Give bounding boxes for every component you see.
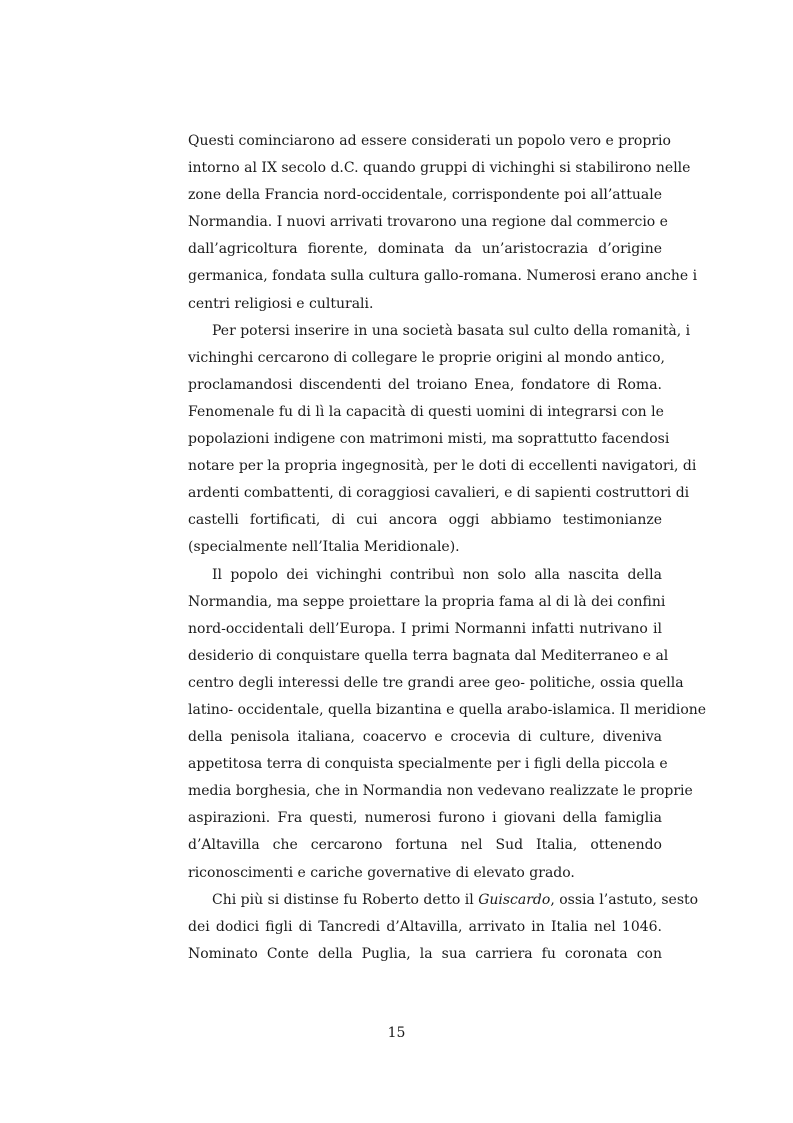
text-line: Per potersi inserire in una società basata sul culto della romanità, i <box>212 322 691 339</box>
text-line: proclamandosi discendenti del troiano Enea, fondatore di Roma. <box>188 376 662 393</box>
text-line: (specialmente nell’Italia Meridionale). <box>188 539 460 556</box>
text-line: Normandia, ma seppe proiettare la propria fama al di là dei confini <box>188 593 666 610</box>
paragraph-3 <box>188 562 707 887</box>
text-line: popolazioni indigene con matrimoni misti, ma soprattutto facendosi <box>188 431 670 448</box>
text-line: Fenomenale fu di lì la capacità di questi uomini di integrarsi con le <box>188 403 664 420</box>
text-line: Questi cominciarono ad essere considerati un popolo vero e proprio <box>188 133 671 149</box>
text-run: Chi più si distinse fu Roberto detto il <box>212 891 479 908</box>
text-line: Normandia. I nuovi arrivati trovarono una regione dal commercio e <box>188 214 668 231</box>
text-line: latino- occidentale, quella bizantina e quella arabo-islamica. Il meridione <box>188 701 707 718</box>
paragraph-4 <box>188 887 699 968</box>
text-line: dall’agricoltura fiorente, dominata da un’aristocrazia d’origine <box>188 241 662 258</box>
text-line: vichinghi cercarono di collegare le proprie origini al mondo antico, <box>188 349 665 366</box>
body-text <box>188 128 707 968</box>
text-line: intorno al IX secolo d.C. quando gruppi di vichinghi si stabilirono nelle <box>188 160 691 177</box>
text-line: d’Altavilla che cercarono fortuna nel Sud Italia, ottenendo <box>188 837 662 854</box>
paragraph-1 <box>188 128 698 318</box>
text-line: media borghesia, che in Normandia non vedevano realizzate le proprie <box>188 783 693 800</box>
text-line: centro degli interessi delle tre grandi aree geo- politiche, ossia quella <box>188 674 684 691</box>
text-line: riconoscimenti e cariche governative di elevato grado. <box>188 864 575 881</box>
text-line: dei dodici figli di Tancredi d’Altavilla, arrivato in Italia nel 1046. <box>188 918 662 935</box>
text-line: Il popolo dei vichinghi contribuì non solo alla nascita della <box>212 566 662 583</box>
text-line: zone della Francia nord-occidentale, corrispondente poi all’attuale <box>188 187 662 204</box>
text-line: della penisola italiana, coacervo e crocevia di culture, diveniva <box>188 729 662 746</box>
text-line: castelli fortificati, di cui ancora oggi abbiamo testimonianze <box>188 512 662 529</box>
paragraph-2 <box>188 318 697 562</box>
text-line: appetitosa terra di conquista specialmente per i figli della piccola e <box>188 756 668 773</box>
page-number: 15 <box>387 1025 406 1041</box>
text-line: notare per la propria ingegnosità, per le doti di eccellenti navigatori, di <box>188 458 697 475</box>
text-line-with-italic <box>188 887 699 914</box>
text-line: Nominato Conte della Puglia, la sua carriera fu coronata con <box>188 945 662 962</box>
text-line: desiderio di conquistare quella terra bagnata dal Mediterraneo e al <box>188 647 669 664</box>
text-run: , ossia l’astuto, sesto <box>550 891 699 908</box>
text-line: centri religiosi e culturali. <box>188 295 374 312</box>
text-line: aspirazioni. Fra questi, numerosi furono i giovani della famiglia <box>188 810 662 827</box>
text-line: germanica, fondata sulla cultura gallo-romana. Numerosi erano anche i <box>188 268 698 285</box>
text-line: nord-occidentali dell’Europa. I primi Normanni infatti nutrivano il <box>188 620 662 637</box>
text-line: ardenti combattenti, di coraggiosi cavalieri, e di sapienti costruttori di <box>188 485 690 502</box>
italic-term: Guiscardo <box>478 891 551 908</box>
